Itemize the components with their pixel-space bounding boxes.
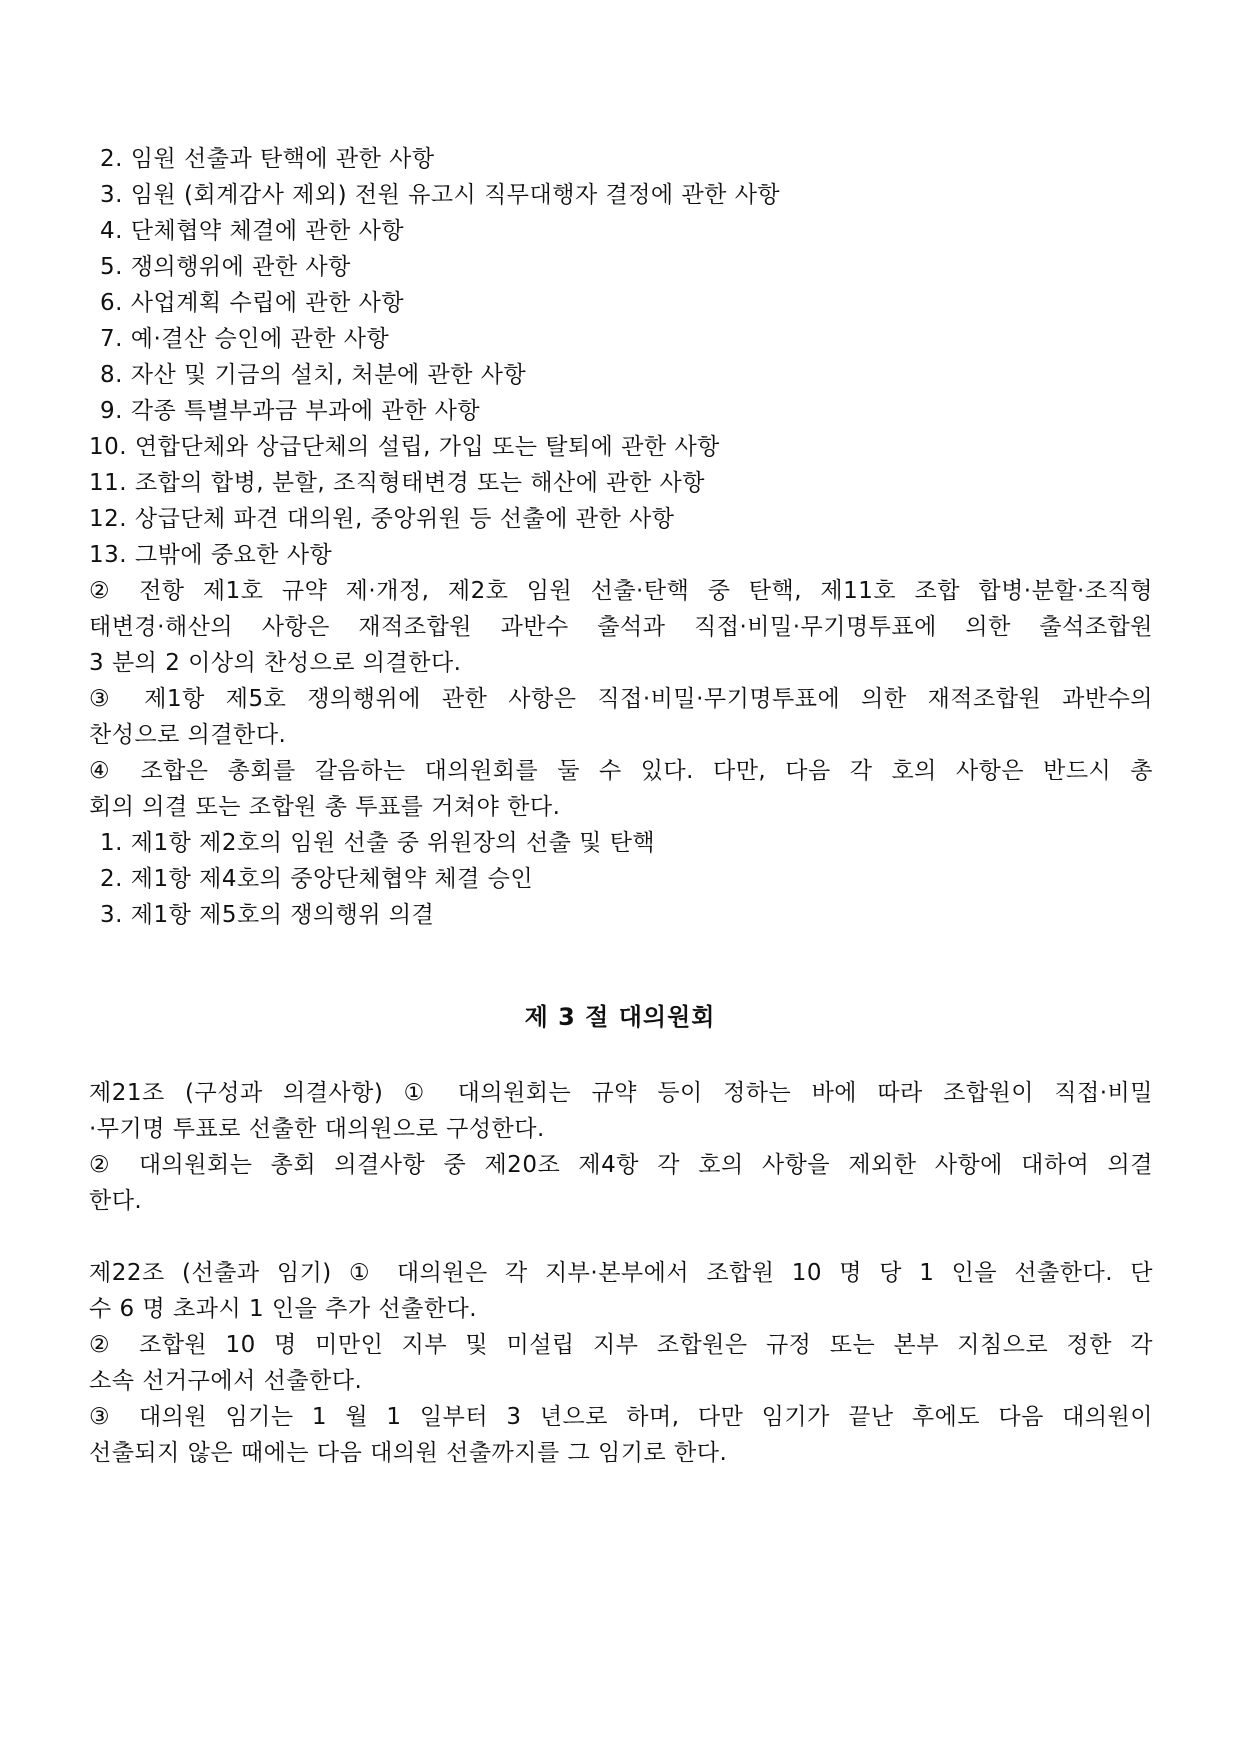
- list-item: 8. 자산 및 기금의 설치, 처분에 관한 사항: [100, 362, 527, 388]
- list-item: 3. 임원 (회계감사 제외) 전원 유고시 직무대행자 결정에 관한 사항: [100, 182, 781, 208]
- list-item: 4. 단체협약 체결에 관한 사항: [100, 218, 405, 244]
- article-21-line: 한다.: [89, 1188, 143, 1214]
- article-22-line: ③ 대의원 임기는 1 월 1 일부터 3 년으로 하며, 다만 임기가 끝난 후에도 다음 대의원이: [89, 1404, 1153, 1430]
- paragraph-2-line: 태변경·해산의 사항은 재적조합원 과반수 출석과 직접·비밀·무기명투표에 의한 출석조합원: [89, 614, 1153, 640]
- article-22-line: ② 조합원 10 명 미만인 지부 및 미설립 지부 조합원은 규정 또는 본부 지침으로 정한 각: [89, 1332, 1153, 1358]
- paragraph-3-line: ③ 제1항 제5호 쟁의행위에 관한 사항은 직접·비밀·무기명투표에 의한 재적조합원 과반수의: [89, 686, 1153, 712]
- paragraph-2-line: 3 분의 2 이상의 찬성으로 의결한다.: [89, 650, 462, 676]
- paragraph-2-line: ② 전항 제1호 규약 제·개정, 제2호 임원 선출·탄핵 중 탄핵, 제11호 조합 합병·분할·조직형: [89, 578, 1153, 604]
- list-item: 2. 제1항 제4호의 중앙단체협약 체결 승인: [100, 866, 534, 892]
- article-22-line: 제22조 (선출과 임기) ① 대의원은 각 지부·본부에서 조합원 10 명 당 1 인을 선출한다. 단: [89, 1260, 1153, 1286]
- list-item: 12. 상급단체 파견 대의원, 중앙위원 등 선출에 관한 사항: [89, 506, 675, 532]
- list-item: 7. 예·결산 승인에 관한 사항: [100, 326, 390, 352]
- list-item: 2. 임원 선출과 탄핵에 관한 사항: [100, 146, 435, 172]
- list-item: 1. 제1항 제2호의 임원 선출 중 위원장의 선출 및 탄핵: [100, 830, 656, 856]
- list-item: 6. 사업계획 수립에 관한 사항: [100, 290, 405, 316]
- article-21-line: 제21조 (구성과 의결사항) ① 대의원회는 규약 등이 정하는 바에 따라 조합원이 직접·비밀: [89, 1080, 1153, 1106]
- article-21-line: ② 대의원회는 총회 의결사항 중 제20조 제4항 각 호의 사항을 제외한 사항에 대하여 의결: [89, 1152, 1153, 1178]
- list-item: 11. 조합의 합병, 분할, 조직형태변경 또는 해산에 관한 사항: [89, 470, 705, 496]
- article-22-line: 선출되지 않은 때에는 다음 대의원 선출까지를 그 임기로 한다.: [89, 1440, 728, 1466]
- article-22-line: 소속 선거구에서 선출한다.: [89, 1368, 363, 1394]
- list-item: 10. 연합단체와 상급단체의 설립, 가입 또는 탈퇴에 관한 사항: [89, 434, 720, 460]
- list-item: 3. 제1항 제5호의 쟁의행위 의결: [100, 902, 435, 928]
- paragraph-4-line: 회의 의결 또는 조합원 총 투표를 거쳐야 한다.: [89, 794, 561, 820]
- list-item: 13. 그밖에 중요한 사항: [89, 542, 333, 568]
- paragraph-3-line: 찬성으로 의결한다.: [89, 722, 287, 748]
- list-item: 5. 쟁의행위에 관한 사항: [100, 254, 351, 280]
- list-item: 9. 각종 특별부과금 부과에 관한 사항: [100, 398, 481, 424]
- article-22-line: 수 6 명 초과시 1 인을 추가 선출한다.: [89, 1296, 478, 1322]
- section-title: 제 3 절 대의원회: [524, 1003, 716, 1031]
- article-21-line: ·무기명 투표로 선출한 대의원으로 구성한다.: [89, 1116, 545, 1142]
- paragraph-4-line: ④ 조합은 총회를 갈음하는 대의원회를 둘 수 있다. 다만, 다음 각 호의 사항은 반드시 총: [89, 758, 1153, 784]
